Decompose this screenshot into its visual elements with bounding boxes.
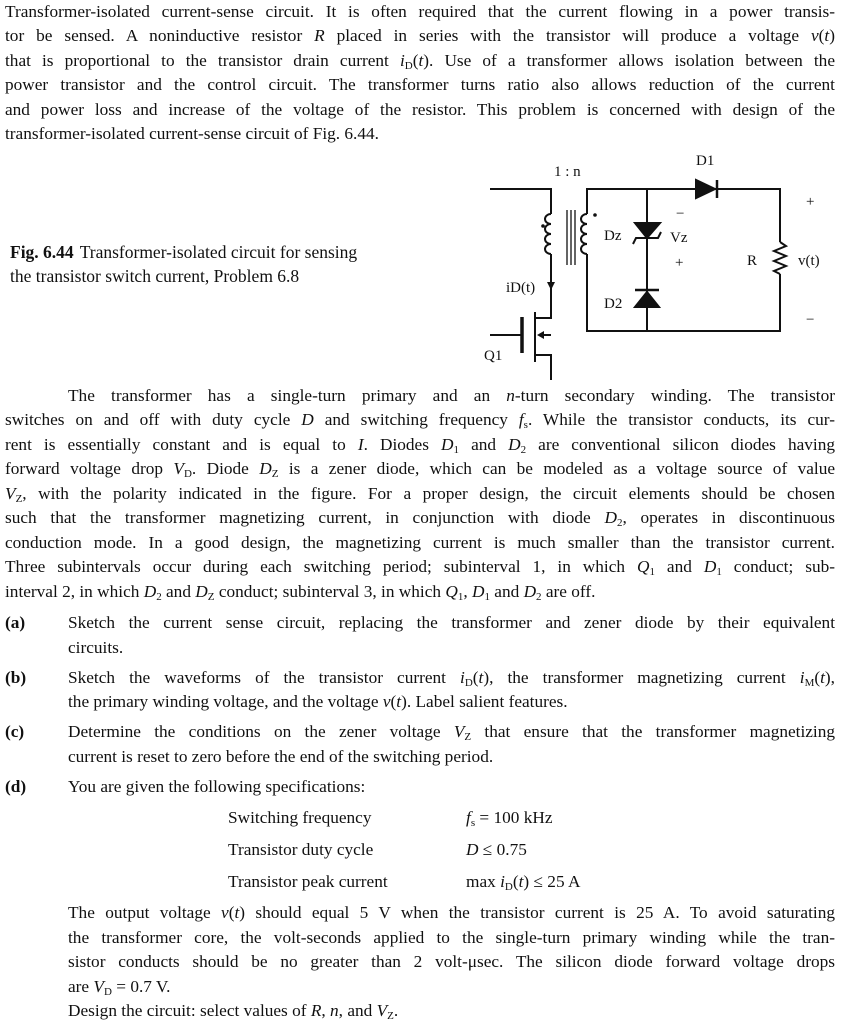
current-arrow-icon <box>547 282 555 290</box>
diode-d1-icon <box>696 180 715 198</box>
text-line: such that the transformer magnetizing current, in conjunction with diode $D_2$, operates in discontinuous <box>5 508 835 529</box>
transformer-core <box>567 210 575 265</box>
secondary-coil <box>581 214 587 254</box>
figure-caption <box>10 266 299 287</box>
text-line: and power loss and increase of the voltage of the resistor. This problem is concerned with design of the <box>5 100 835 119</box>
text-line: power transistor and the control circuit. The transformer turns ratio also allows reduction of the current <box>5 75 835 94</box>
figure-caption <box>10 242 357 263</box>
part-label: (a) <box>5 613 26 632</box>
text-line: switches on and off with duty cycle D and switching frequency $f_s$. While the transistor conducts, its cur- <box>5 410 835 431</box>
text-line: circuits. <box>68 638 124 657</box>
text-line: Transformer-isolated current-sense circuit. It is often required that the current flowing in a power transis- <box>5 2 835 21</box>
text-line: $V_Z$, with the polarity indicated in the figure. For a proper design, the circuit elements should be chosen <box>5 484 835 505</box>
vz-minus-label: − <box>676 206 685 222</box>
spec-name: Transistor duty cycle <box>228 840 374 859</box>
text-line: Determine the conditions on the zener voltage $V_Z$ that ensure that the transformer magnetizing <box>68 722 836 743</box>
text-line: The transformer has a single-turn primary and an n-turn secondary winding. The transistor <box>68 386 835 405</box>
primary-dot <box>541 224 545 228</box>
text-line: interval 2, in which $D_2$ and $D_Z$ conduct; subinterval 3, in which $Q_1$, $D_1$ and $D_2$ are off. <box>5 582 596 603</box>
circuit-diagram <box>480 140 840 380</box>
text-line: Design the circuit: select values of R, n, and $V_Z$. <box>68 1001 399 1022</box>
part-label: (c) <box>5 722 25 741</box>
d1-label: D1 <box>696 153 715 169</box>
caption-line: Transformer-isolated circuit for sensing <box>79 242 358 262</box>
dz-label: Dz <box>604 228 622 244</box>
drain-current-label: iD(t) <box>506 280 536 296</box>
turns-ratio-label: 1 : n <box>554 164 581 180</box>
diode-d2-icon <box>635 292 659 307</box>
primary-wire <box>490 189 551 318</box>
spec-value: $f_s = 100$ kHz <box>466 808 553 829</box>
text-line: rent is essentially constant and is equal to I. Diodes $D_1$ and $D_2$ are conventional silicon diodes having <box>5 435 836 456</box>
secondary-dot <box>593 213 597 217</box>
text-line: The output voltage v(t) should equal 5 V when the transistor current is 25 A. To avoid saturating <box>68 903 835 922</box>
text-line: sistor conducts should be no greater than 2 volt-μsec. The silicon diode forward voltage drops <box>68 952 835 971</box>
vz-label: Vz <box>670 230 688 246</box>
text-line: forward voltage drop $V_D$. Diode $D_Z$ is a zener diode, which can be modeled as a voltage source of value <box>5 459 835 480</box>
resistor-icon <box>774 242 786 274</box>
text-line: the primary winding voltage, and the voltage v(t). Label salient features. <box>68 692 568 711</box>
primary-coil <box>545 214 551 254</box>
spec-value: $\max i_D(t) \le 25$ A <box>466 872 581 893</box>
figure-number: Fig. 6.44 <box>10 242 74 262</box>
output-plus-label: + <box>806 194 815 210</box>
text-line: transformer-isolated current-sense circuit of Fig. 6.44. <box>5 124 379 143</box>
vz-plus-label: + <box>675 255 684 271</box>
output-minus-label: − <box>806 312 815 328</box>
text-line: You are given the following specifications: <box>68 777 366 796</box>
spec-value: D ≤ 0.75 <box>466 840 527 859</box>
output-voltage-label: v(t) <box>798 253 820 269</box>
q1-label: Q1 <box>484 348 503 364</box>
caption-line: the transistor switch current, Problem 6.8 <box>10 266 300 286</box>
spec-name: Transistor peak current <box>228 872 388 891</box>
text-line: current is reset to zero before the end of the switching period. <box>68 747 494 766</box>
text-line: Sketch the current sense circuit, replacing the transformer and zener diode by their equivalent <box>68 613 835 632</box>
d2-label: D2 <box>604 296 623 312</box>
text-line: conduction mode. In a good design, the magnetizing current is much smaller than the transistor current. <box>5 533 835 552</box>
text-line: Sketch the waveforms of the transistor current $i_D(t)$, the transformer magnetizing current $i_M(t)$, <box>68 668 835 689</box>
text-line: Three subintervals occur during each switching period; subinterval 1, in which $Q_1$ and $D_1$ conduct; sub- <box>5 557 835 578</box>
part-label: (b) <box>5 668 27 687</box>
part-label: (d) <box>5 777 27 796</box>
text-line: tor be sensed. A noninductive resistor R placed in series with the transistor will produce a voltage v(t) <box>5 26 835 45</box>
text-line: are $V_D = 0.7$ V. <box>68 977 171 998</box>
zener-diode-icon <box>635 223 660 238</box>
text-line: that is proportional to the transistor drain current $i_D(t)$. Use of a transformer allows isolation between the <box>5 51 835 72</box>
spec-name: Switching frequency <box>228 808 372 827</box>
r-label: R <box>747 253 758 269</box>
text-line: the transformer core, the volt-seconds applied to the single-turn primary winding while the tran- <box>68 928 835 947</box>
